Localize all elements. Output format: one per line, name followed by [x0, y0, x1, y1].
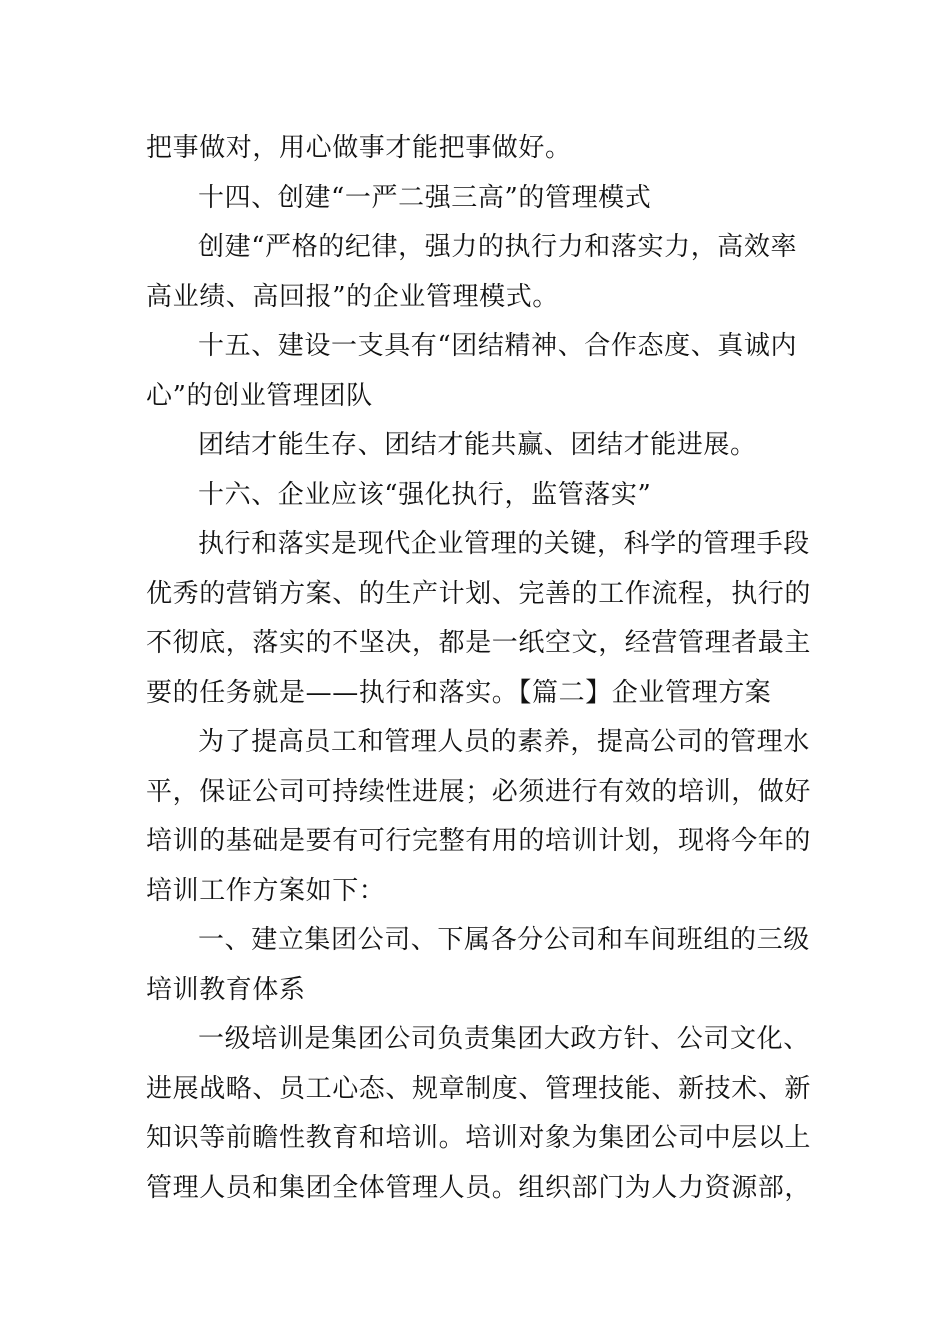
text-line: 团结才能生存、团结才能共赢、团结才能进展。 [198, 430, 757, 460]
text-line: 高业绩、高回报”的企业管理模式。 [146, 281, 559, 312]
text-line: 优秀的营销方案、的生产计划、完善的工作流程，执行的 [146, 578, 812, 609]
text-line: 培训工作方案如下： [146, 875, 386, 906]
text-line: 培训的基础是要有可行完整有用的培训计划，现将今年的 [146, 826, 812, 856]
text-line: 十五、建设一支具有“团结精神、合作态度、真诚内 [198, 331, 798, 361]
text-line: 平，保证公司可持续性进展；必须进行有效的培训，做好 [146, 776, 812, 807]
text-line: 知识等前瞻性教育和培训。培训对象为集团公司中层以上 [146, 1123, 812, 1153]
document-body [146, 124, 812, 1213]
text-line: 把事做对，用心做事才能把事做好。 [146, 133, 572, 163]
text-line: 执行和落实是现代企业管理的关键，科学的管理手段 [198, 529, 810, 559]
text-line: 管理人员和集团全体管理人员。组织部门为人力资源部， [146, 1172, 812, 1203]
text-line: 要的任务就是——执行和落实。【篇二】企业管理方案 [146, 677, 772, 708]
text-line: 十四、创建“一严二强三高”的管理模式 [198, 182, 652, 213]
text-line: 创建“严格的纪律，强力的执行力和落实力，高效率 [198, 232, 798, 262]
text-line: 不彻底，落实的不坚决，都是一纸空文，经营管理者最主 [146, 628, 812, 658]
text-line: 进展战略、员工心态、规章制度、管理技能、新技术、新 [146, 1073, 812, 1104]
text-line: 一级培训是集团公司负责集团大政方针、公司文化、 [198, 1024, 810, 1054]
text-line: 培训教育体系 [146, 974, 306, 1005]
text-line: 十六、企业应该“强化执行，监管落实” [198, 479, 652, 510]
text-line: 心”的创业管理团队 [146, 380, 373, 411]
text-line: 为了提高员工和管理人员的素养，提高公司的管理水 [198, 727, 810, 757]
text-line: 一、建立集团公司、下属各分公司和车间班组的三级 [198, 925, 810, 955]
